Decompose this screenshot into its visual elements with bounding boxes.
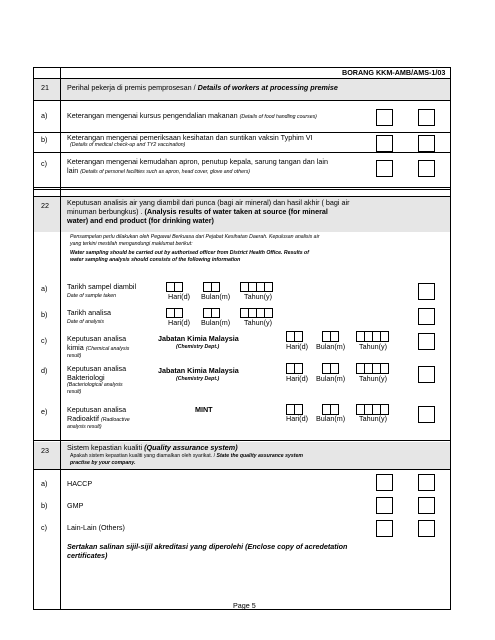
- item-21c-label: Keterangan mengenai kemudahan apron, penutup kepala, sarung tangan dan lain: [67, 157, 328, 166]
- item-22c-label2-text: kimia: [67, 343, 86, 352]
- section-21-title: [67, 84, 338, 92]
- divider: [33, 440, 451, 441]
- section-23-title-ms: Sistem kepastian kualiti: [67, 443, 145, 452]
- section-22-number: 22: [41, 201, 49, 210]
- item-22c-sub2: result): [67, 353, 82, 359]
- divider: [33, 469, 451, 470]
- section-22-line2-en: (Analysis results of water taken at source (for mineral: [144, 207, 328, 216]
- section-23-note-en1: State the quality assurance system: [216, 453, 303, 459]
- year-label-22a: Tahun(y): [244, 292, 272, 301]
- checkbox-21b-1[interactable]: [376, 135, 393, 152]
- day-label-22a: Hari(d): [168, 292, 190, 301]
- item-22a-label: Tarikh sampel diambil: [67, 282, 137, 291]
- item-22e-label2-text: Radioaktif: [67, 414, 101, 423]
- month-label-22a: Bulan(m): [201, 292, 231, 301]
- section-22-line2-ms: minuman berbungkus) .: [67, 207, 145, 216]
- item-22d-lab: Jabatan Kimia Malaysia: [158, 366, 239, 375]
- month-cell-22a[interactable]: [211, 282, 220, 292]
- checkbox-23c-2[interactable]: [418, 520, 435, 537]
- month-cell-22d[interactable]: [330, 363, 339, 374]
- checkbox-22e[interactable]: [418, 406, 435, 423]
- item-letter: c): [41, 159, 47, 168]
- item-23c-label: Lain-Lain (Others): [67, 523, 125, 532]
- section-21-number: 21: [41, 83, 49, 92]
- checkbox-21c-1[interactable]: [376, 160, 393, 177]
- checkbox-21a-1[interactable]: [376, 109, 393, 126]
- item-22e-label: Keputusan analisa: [67, 405, 127, 414]
- checkbox-23b-2[interactable]: [418, 497, 435, 514]
- section-23-title-en: (Quality assurance system): [144, 443, 238, 452]
- item-22e-lab: MINT: [195, 405, 213, 414]
- section-23-footer-line1: Sertakan salinan sijil-sijil akreditasi yang diperolehi (Enclose copy of acredetation: [67, 542, 348, 551]
- item-letter: c): [41, 336, 47, 345]
- item-22e-sub: (Radioactive: [100, 417, 130, 423]
- item-22c-label2: [67, 344, 129, 353]
- item-21a-text: [67, 112, 317, 121]
- year-cell-22c[interactable]: [380, 331, 389, 342]
- month-cell-22c[interactable]: [330, 331, 339, 342]
- checkbox-22a[interactable]: [418, 283, 435, 300]
- item-22a-sub: Date of sample taken: [67, 293, 117, 299]
- item-letter: a): [41, 479, 48, 488]
- day-cell-22a[interactable]: [174, 282, 183, 292]
- day-label-22c: Hari(d): [286, 342, 308, 351]
- checkbox-22d[interactable]: [418, 366, 435, 383]
- section-22-note-en2: water sampling analysis should consists of the following information: [70, 257, 241, 263]
- item-22e-sub2: analysis result): [67, 424, 102, 430]
- section-21-title-en: Details of workers at processing premise: [197, 83, 338, 92]
- section-22-note-ms1: Pensampelan perlu dilakukan oleh Pegawai Berkuasa dari Pejabat Kesihatan Daerah. Kepulusan analisis air: [70, 234, 320, 240]
- section-23-note-en2: practise by your company.: [70, 460, 136, 466]
- divider: [33, 187, 451, 190]
- checkbox-23a-1[interactable]: [376, 474, 393, 491]
- item-21a-label: Keterangan mengenai kursus pengendalian makanan: [67, 111, 240, 120]
- item-22e-label2: [67, 415, 130, 424]
- item-22d-label2: Bakteriologi: [67, 373, 105, 382]
- section-22-line3: water) and end product (for drinking water): [67, 216, 214, 225]
- item-21b-label: Keterangan mengenai pemeriksaan kesihatan dan suntikan vaksin Typhim VI: [67, 133, 313, 142]
- section-23-title: [67, 444, 238, 452]
- item-21c-text2: [67, 167, 250, 176]
- checkbox-21a-2[interactable]: [418, 109, 435, 126]
- section-22-note-en1: Water sampling should be carried out by authorised officer from District Health Office. Results of: [70, 250, 309, 256]
- month-label-22e: Bulan(m): [316, 414, 346, 423]
- item-22b-sub: Date of analysis: [67, 319, 104, 325]
- item-22d-label: Keputusan analisa: [67, 364, 127, 373]
- year-label-22e: Tahun(y): [359, 414, 387, 423]
- year-cell-22a[interactable]: [264, 282, 273, 292]
- item-22d-sub: (Bacteriological analysis: [67, 382, 123, 388]
- number-column-divider: [60, 67, 61, 610]
- year-cell-22d[interactable]: [380, 363, 389, 374]
- section-23-footer-line2: certificates): [67, 551, 108, 560]
- section-23-note-ms: Apakah sistem kepastian kualiti yang diamalkan oleh syarikat. /: [70, 453, 217, 459]
- divider: [33, 152, 451, 153]
- item-21b-note: (Details of medical check-up and TY2 vaccination): [70, 142, 186, 148]
- checkbox-22b[interactable]: [418, 308, 435, 325]
- divider: [33, 100, 451, 101]
- year-label-22b: Tahun(y): [244, 318, 272, 327]
- item-22b-label: Tarikh analisa: [67, 308, 111, 317]
- item-23a-label: HACCP: [67, 479, 93, 488]
- section-23-number: 23: [41, 446, 49, 455]
- item-22c-sub: (Chemical analysis: [85, 346, 130, 352]
- year-cell-22b[interactable]: [264, 308, 273, 318]
- item-22c-lab: Jabatan Kimia Malaysia: [158, 334, 239, 343]
- page-number: Page 5: [233, 601, 256, 610]
- item-letter: a): [41, 111, 48, 120]
- item-22c-lab-sub: (Chemistry Dept.): [176, 344, 220, 350]
- item-22d-sub2: result): [67, 389, 82, 395]
- item-letter: b): [41, 135, 48, 144]
- divider: [33, 78, 451, 79]
- day-label-22e: Hari(d): [286, 414, 308, 423]
- month-label-22c: Bulan(m): [316, 342, 346, 351]
- item-21c-label2: lain: [67, 166, 81, 175]
- item-22c-label: Keputusan analisa: [67, 334, 127, 343]
- month-label-22d: Bulan(m): [316, 374, 346, 383]
- item-21c-note: (Details of personel facilities such as apron, head cover, glove and others): [80, 169, 251, 175]
- day-label-22d: Hari(d): [286, 374, 308, 383]
- item-22d-lab-sub: (Chemistry Dept.): [176, 376, 220, 382]
- month-cell-22b[interactable]: [211, 308, 220, 318]
- item-letter: a): [41, 284, 48, 293]
- item-letter: d): [41, 366, 48, 375]
- month-label-22b: Bulan(m): [201, 318, 231, 327]
- checkbox-23b-1[interactable]: [376, 497, 393, 514]
- day-cell-22b[interactable]: [174, 308, 183, 318]
- section-22-line1: Keputusan analisis air yang diambil dari punca (bagi air mineral) dan hasil akhir ( bagi air: [67, 198, 350, 207]
- section-21-title-ms: Perihal pekerja di premis pemprosesan /: [67, 83, 198, 92]
- checkbox-23c-1[interactable]: [376, 520, 393, 537]
- day-label-22b: Hari(d): [168, 318, 190, 327]
- divider: [33, 196, 451, 197]
- item-23b-label: GMP: [67, 501, 84, 510]
- section-22-note-ms2: yang terkini mestilah mengandungi maklumat berikut:: [70, 241, 193, 247]
- item-letter: e): [41, 407, 48, 416]
- item-letter: c): [41, 523, 47, 532]
- year-label-22d: Tahun(y): [359, 374, 387, 383]
- checkbox-22c[interactable]: [418, 333, 435, 350]
- checkbox-21c-2[interactable]: [418, 160, 435, 177]
- checkbox-21b-2[interactable]: [418, 135, 435, 152]
- day-cell-22d[interactable]: [294, 363, 303, 374]
- year-label-22c: Tahun(y): [359, 342, 387, 351]
- form-code: BORANG KKM-AMB/AMS-1/03: [342, 68, 446, 77]
- item-21a-note: (Details of food handling courses): [239, 114, 317, 120]
- item-letter: b): [41, 501, 48, 510]
- item-letter: b): [41, 310, 48, 319]
- checkbox-23a-2[interactable]: [418, 474, 435, 491]
- day-cell-22c[interactable]: [294, 331, 303, 342]
